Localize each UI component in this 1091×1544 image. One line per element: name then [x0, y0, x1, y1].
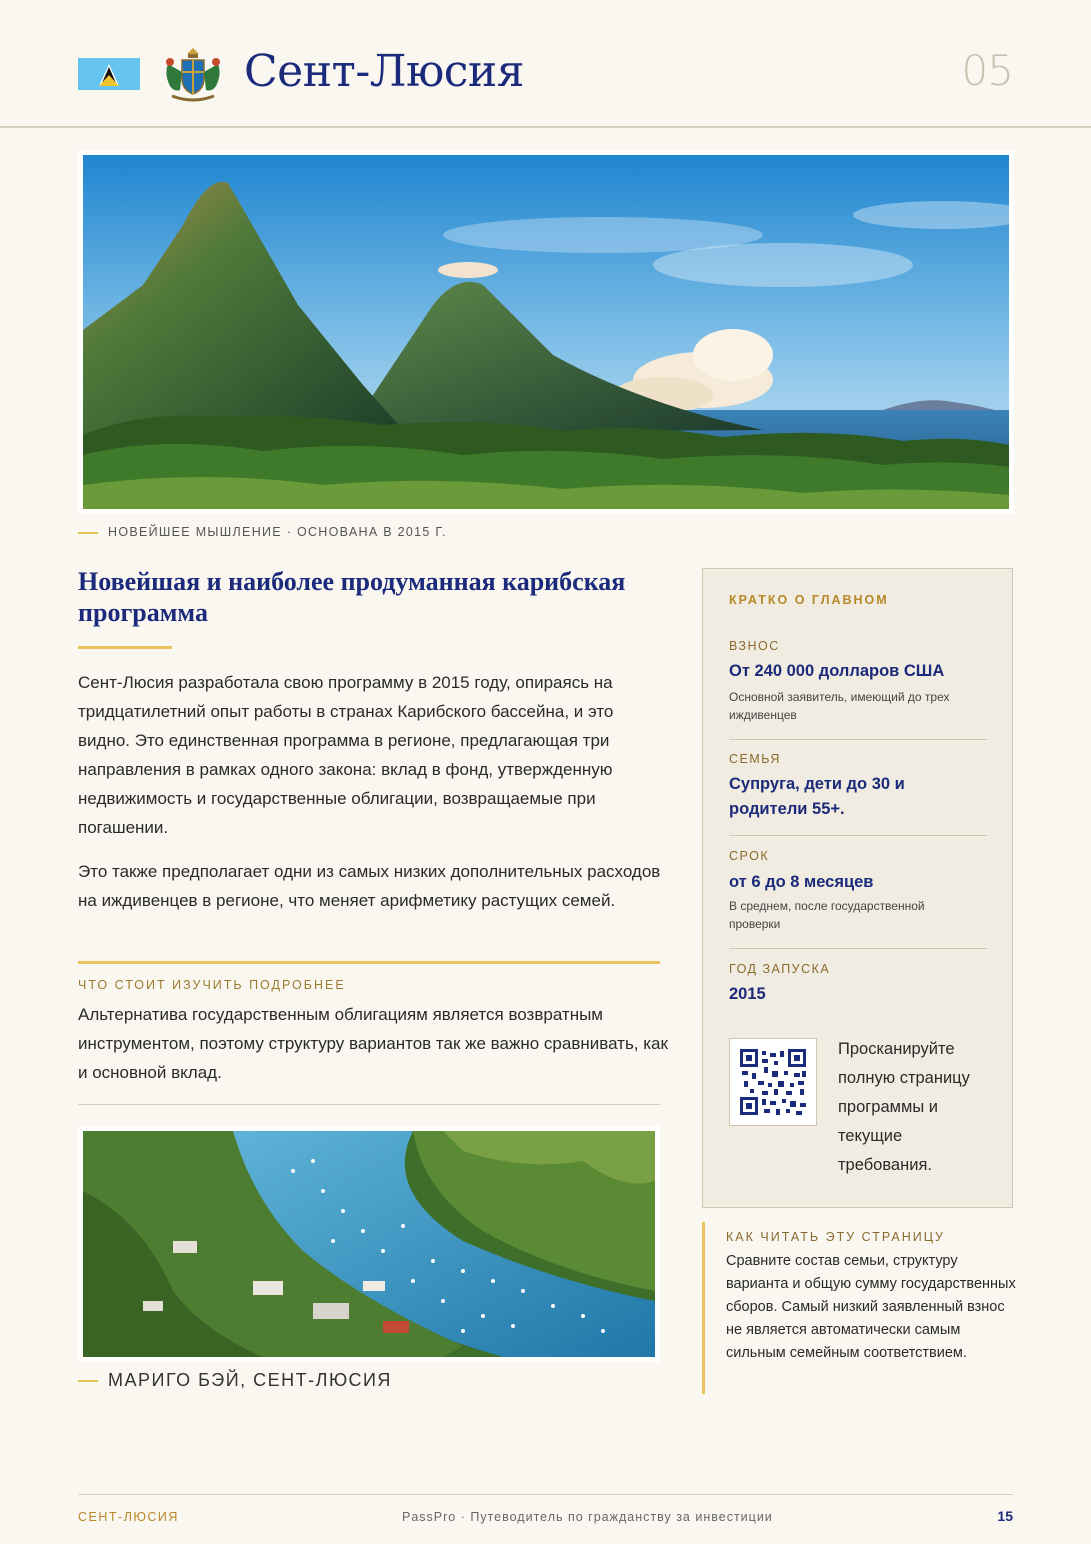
page-header [0, 0, 1091, 128]
divider [78, 961, 660, 964]
qr-description: Просканируйте полную страницу программы и текущие требования. [838, 1040, 970, 1174]
page-title: Сент-Люсия [244, 46, 524, 97]
summary-card-title: КРАТКО О ГЛАВНОМ [729, 593, 889, 607]
reading-note-text: Сравните состав семьи, структуру варианта и общую сумму государственных сборов. Самый низкий заявленный взнос не является автоматически самым сильным семейным соответствием. [726, 1253, 1016, 1361]
qr-code-icon [740, 1049, 806, 1115]
family-label: СЕМЬЯ [729, 752, 781, 766]
divider [729, 948, 987, 949]
reading-note-title: КАК ЧИТАТЬ ЭТУ СТРАНИЦУ [726, 1230, 945, 1244]
page-number: 15 [997, 1508, 1013, 1524]
paragraph-intro: Сент-Люсия разработала свою программу в 2015 году, опираясь на тридцатилетний опыт работы в странах Карибского бассейна, и это видно. Это единственная программа в регионе, предлагающая три направления в рамках одного закона: вклад в фонд, утвержденную недвижимость и государственные облигации, возвращаемые при погашении. [78, 673, 614, 837]
fee-value: От 240 000 долларов США [729, 662, 945, 680]
divider [78, 1104, 660, 1105]
chapter-number: 05 [961, 46, 1013, 95]
term-value: от 6 до 8 месяцев [729, 873, 874, 891]
heading-underline [78, 646, 172, 649]
marigot-bay-aerial-photo [83, 1131, 655, 1357]
hero-caption [78, 525, 447, 539]
term-note: В среднем, после государственной проверки [729, 899, 925, 931]
paragraph-dependents: Это также предполагает одни из самых низких дополнительных расходов на иждивенцев в регионе, что меняет арифметику растущих семей. [78, 862, 661, 910]
summary-card [702, 568, 1013, 1208]
launch-year-label: ГОД ЗАПУСКА [729, 962, 831, 976]
photo-caption-text: МАРИГО БЭЙ, СЕНТ-ЛЮСИЯ [108, 1370, 392, 1390]
hero-caption-text: НОВЕЙШЕЕ МЫШЛЕНИЕ · ОСНОВАНА В 2015 Г. [108, 525, 447, 539]
paragraph-bonds: Альтернатива государственным облигациям является возвратным инструментом, поэтому структуру вариантов так же важно сравнивать, как и основной вклад. [78, 1005, 668, 1082]
subheading: ЧТО СТОИТ ИЗУЧИТЬ ПОДРОБНЕЕ [78, 978, 346, 992]
divider [729, 739, 987, 740]
pitons-mountains-photo [83, 155, 1009, 509]
photo-caption [78, 1370, 392, 1391]
term-label: СРОК [729, 849, 770, 863]
marigot-bay-photo [78, 1126, 660, 1362]
saint-lucia-coat-of-arms-icon [160, 44, 226, 104]
footer-publication: PassPro · Путеводитель по гражданству за инвестиции [402, 1510, 773, 1524]
reading-note [702, 1222, 1022, 1394]
fee-note: Основной заявитель, имеющий до трех иждивенцев [729, 690, 950, 722]
fee-label: ВЗНОС [729, 639, 780, 653]
hero-image [78, 150, 1014, 514]
saint-lucia-flag-icon [78, 58, 140, 90]
footer-section-name: СЕНТ-ЛЮСИЯ [78, 1510, 179, 1524]
footer-divider [78, 1494, 1013, 1495]
family-value: Супруга, дети до 30 и родители 55+. [729, 775, 905, 818]
launch-year-value: 2015 [729, 985, 766, 1003]
qr-code[interactable] [729, 1038, 817, 1126]
section-heading: Новейшая и наиболее продуманная карибская программа [78, 567, 626, 627]
divider [729, 835, 987, 836]
